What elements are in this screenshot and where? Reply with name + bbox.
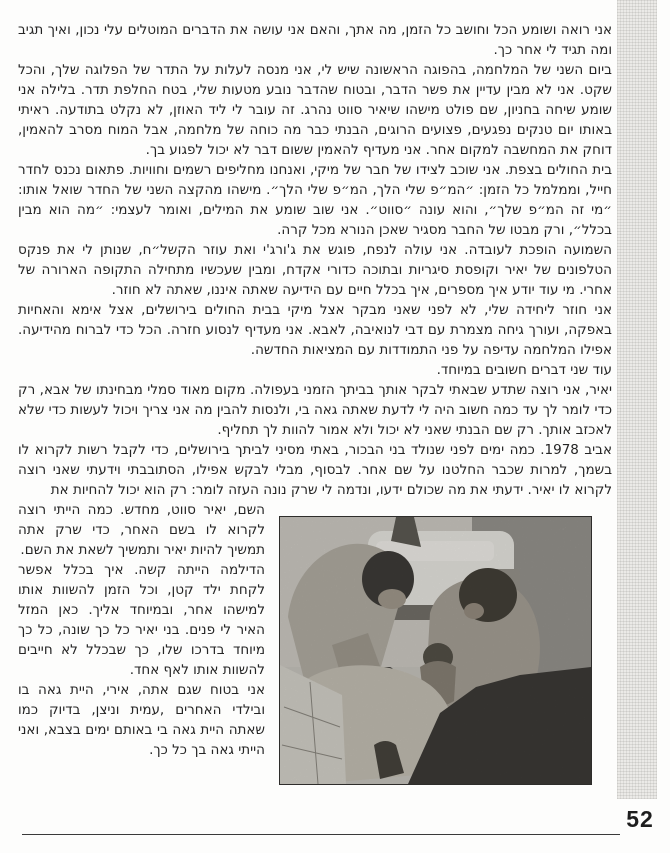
paragraph: השמועה הופכת לעובדה. אני עולה לנפח, פוגש את ג'ורג'י ואת עוזר הקשל״ח, שנותן לי את פנקס הטלפונים של יאיר וקופסת סיגריות ובתוכה כדורי אקדח, ומבין שעכשיו מתחילה התקופה הארורה של אחרי. מי עוד יודע איך מספרים, איך בכלל חיים עם הידיעה שאתה איננו, שאתה לא חוזר. bbox=[18, 242, 612, 298]
wrapped-text-column bbox=[18, 500, 265, 760]
paragraph: הדילמה הייתה קשה. איך בכלל אפשר לקחת ילד קטן, וכל הזמן להשוות אותו למישהו אחר, ובמיוחד אליך. כאן המזל האיר לי פנים. בני יאיר כל כך שונה, כל כך מיוחד בדרכו שלו, כך שבכלל לא חייבים להשוות אותו לאף אחד. bbox=[18, 562, 265, 678]
book-edge-texture-strip bbox=[617, 0, 657, 799]
photo-grain bbox=[280, 517, 591, 784]
paragraph: עוד שני דברים חשובים במיוחד. bbox=[436, 362, 612, 378]
footer-rule bbox=[22, 834, 620, 835]
photo-illustration bbox=[280, 517, 591, 784]
paragraph: בית החולים בצפת. אני שוכב לצידו של חבר של מיקי, ואנחנו מחליפים רשמים וחוויות. פתאום נכנס לחדר חייל, וממלמל כל הזמן: ״המ״פ שלי הלך, המ״פ שלי הלך״. מישהו מהקצה השני של החדר שואל אותו: ״מי זה המ״פ שלך״, והוא עונה ״סווט״. אני שוב שומע את המילים, ואומר לעצמי: ״מה הוא מבין בכלל״, ורק מבטו של החבר מסגיר שאכן הנורא מכל קרה. bbox=[18, 162, 612, 238]
photo-and-wrapped-text-row bbox=[18, 500, 612, 785]
paragraph: יאיר, אני רוצה שתדע שבאתי לבקר אותך בביתך הזמני בעפולה. מקום מאוד סמלי מבחינתו של אבא, רק כדי לומר לך עד כמה חשוב היה לי לדעת שאתה גאה בי, ולנסות להבין מה אני צריך ויכול לעשות כדי שלא לאכזב אותך. רק שם הבנתי שאני לא יכול ולא אמור להוות לך תחליף. bbox=[18, 382, 612, 438]
paragraph: השם, יאיר סווט, מחדש. כמה הייתי רוצה לקרוא לו בשם האחר, כדי שרק אתה תמשיך להיות יאיר ותמשיך לשאת את השם. bbox=[18, 502, 265, 558]
paragraph: אני חוזר ליחידה שלי, לא לפני שאני מבקר אצל מיקי בבית החולים בירושלים, אצל אימא והאחיות באפקה, ועורך גיחה מצמרת עם דבי לנואיבה, לאבא. אני מעדיף לנסוע חזרה. הכל כדי לברוח מהידיעה. אפילו המלחמה עדיפה על פני התמודדות עם המציאות החדשה. bbox=[18, 302, 612, 358]
paragraph: אני בטוח שגם אתה, אירי, היית גאה בו ובילדי האחרים ,עמית וניצן, בדיוק כמו שאתה היית גאה בי באותם ימים בצבא, ואני הייתי גאה בך כל כך. bbox=[18, 682, 265, 758]
paragraph: אני רואה ושומע הכל וחושב כל הזמן, מה אתך, והאם אני עושה את הדברים המוטלים עלי נכון, ואיך תגיב ומה תגיד לי אחר כך. bbox=[18, 22, 612, 58]
photo-outdoor-washing-scene bbox=[279, 516, 592, 785]
body-text bbox=[18, 20, 612, 785]
paragraph: אביב 1978. כמה ימים לפני שנולד בני הבכור, באתי מסיני לביתך בירושלים, כדי לקבל רשות לקרוא לו בשמך, למרות שכבר החלטנו על שם אחר. לבסוף, מבלי לבקש אפילו, הסתובבתי וידעתי שאני רוצה לקרוא לו יאיר. ידעתי את מה שכולם ידעו, ונדמה לי שרק נונה העזה לומר: רק הוא יכול להחיות את bbox=[18, 442, 613, 498]
page-number: 52 bbox=[626, 806, 654, 832]
paragraph: ביום השני של המלחמה, בהפוגה הראשונה שיש לי, אני מנסה לעלות על התדר של הפלוגה שלך, והכל שקט. אני לא מבין עדיין את פשר הדבר, ובטוח שהדבר נובע מטעות שלי, בטח החלפת תדר. בלילה אני שומע שיחה בחניון, שם פולט מישהו שיאיר סווט נהרג. זה עובר לי ליד האוזן, לא נקלט בתודעה. ראיתי באותו יום טנקים נפגעים, פצועים הרוגים, הבנתי כבר מה כוחה של מלחמה, אבל המוח מסרב להאמין, דוחק את המחשבה למקום אחר. אני מעדיף להאמין ששום דבר לא יכול לפגוע בך. bbox=[18, 62, 612, 158]
